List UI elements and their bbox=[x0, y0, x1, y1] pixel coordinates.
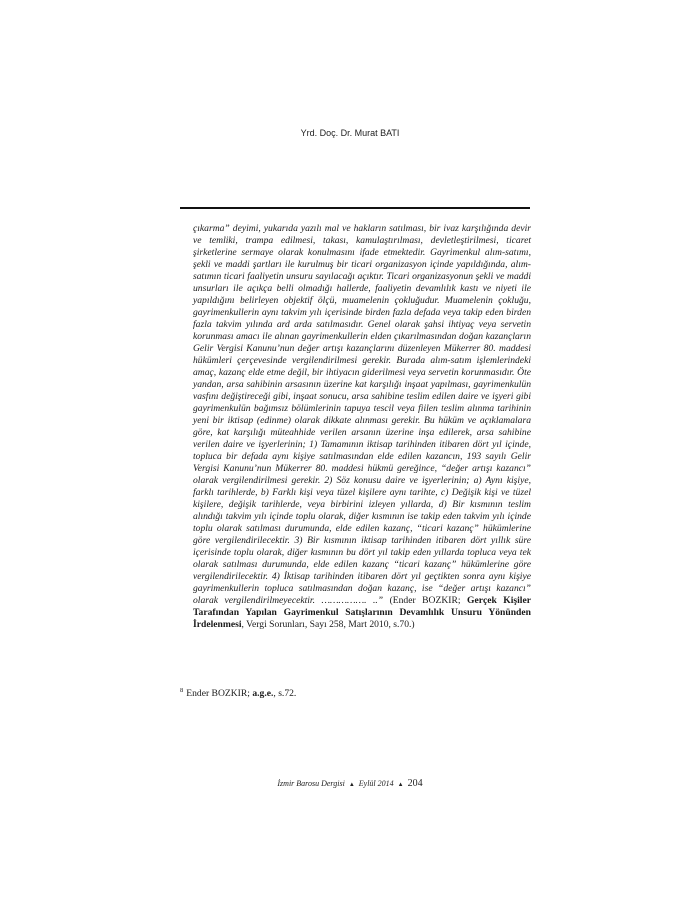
running-header bbox=[0, 128, 700, 138]
footer-date: Eylül 2014 bbox=[358, 779, 394, 788]
footer-journal: İzmir Barosu Dergisi bbox=[277, 779, 345, 788]
footnote-quote-text: çıkarma” deyimi, yukarıda yazılı mal ve hakların satılması, bir ivaz karşılığında devir ve temliki, trampa edilmesi, takası, kamulaştırılması, devletleştirilmesi, ticaret şirketlerine sermaye olarak konulmasını ifade etmektedir. Gayrimenkul alım-satımı, şekli ve maddi şartları ile kurulmuş bir ticari organizasyon içinde yapıldığında, alım-satımın ticari faaliyetin unsuru sayılacağı açıktır. Ticari organizasyonun şekli ve maddi unsurları ile açıkça belli olmadığı hallerde, faaliyetin devamlılık kastı ve niyeti ile yapıldığını belirleyen objektif ölçü, muamelenin çokluğudur. Muamelenin çokluğu, gayrimenkullerin aynı takvim yılı içerisinde birden fazla defada veya takip eden birden fazla takvim yılında ard arda satılmasıdır. Genel olarak şahsi ihtiyaç veya servetin korunması amacı ile alınan gayrimenkullerin elden çıkarılmasından doğan kazançların Gelir Vergisi Kanunu’nun değer artışı kazançlarını düzenleyen Mükerrer 80. maddesi hükümleri çerçevesinde vergilendirilmesi gerekir. Burada alım-satım işlemlerindeki amaç, kazanç elde etme değil, bir ihtiyacın giderilmesi veya servetin korunmasıdır. Öte yandan, arsa sahibinin arsasının üzerine kat karşılığı inşaat yapılması, gayrimenkulün vasfını değiştireceği gibi, inşaat sonucu, arsa sahibine teslim edilen daire ve işyeri gibi gayrimenkulün bağımsız bölümlerinin tapuya tescil veya fiilen teslim alınma tarihinin yeni bir iktisap (edinme) olarak dikkate alınması gerekir. Bu hüküm ve açıklamalara göre, kat karşılığı müteahhide verilen arsanın üzerine inşa edilerek, arsa sahibine verilen daire ve işyerlerinin; 1) Tamamının iktisap tarihinden itibaren dört yıl içinde, topluca bir defada aynı kişiye satılmasından elde edilen kazancın, 193 sayılı Gelir Vergisi Kanunu’nun Mükerrer 80. maddesi hükmü gereğince, “değer artışı kazancı” olarak vergilendirilmesi gerekir. 2) Söz konusu daire ve işyerlerinin; a) Aynı kişiye, farklı tarihlerde, b) Farklı kişi veya tüzel kişilere aynı tarihte, c) Değişik kişi ve tüzel kişilere, değişik tarihlerde, veya birbirini izleyen yıllarda, d) Bir kısmının teslim alındığı takvim yılı içinde toplu olarak, diğer kısmının ise takip eden takvim yılı içinde toplu olarak satılması durumunda, elde edilen kazanç, “ticari kazanç” hükümlerine göre vergilendirilecektir. 3) Bir kısmının iktisap tarihinden itibaren dört yıllık süre içerisinde toplu olarak, diğer kısmının bu dört yıl takip eden yıllarda topluca veya tek olarak satılması durumunda, elde edilen kazanç “ticari kazanç” hükümlerine göre vergilendirilecektir. 4) İktisap tarihinden itibaren dört yıl geçtikten sonra aynı kişiye gayrimenkullerin topluca satılmasından doğan kazanç, ise “değer artışı kazancı” olarak vergilendirilmeyecektir. ……………. ..” bbox=[193, 223, 531, 606]
citation-close: , Vergi Sorunları, Sayı 258, Mart 2010, s.70.) bbox=[241, 619, 415, 630]
citation-title: Gerçek Kişiler Tarafından Yapılan Gayrimenkul Satışlarının Devamlılık Unsuru Yönünden İrdelenmesi bbox=[193, 595, 531, 630]
footnote-continued bbox=[193, 223, 531, 631]
footnote-pages: , s.72. bbox=[273, 688, 297, 699]
header-author: Yrd. Doç. Dr. Murat BATI bbox=[300, 128, 400, 138]
footnote-separator-rule bbox=[180, 207, 530, 209]
triangle-separator-icon: ▲ bbox=[397, 782, 404, 788]
footnote-8 bbox=[180, 685, 530, 700]
page-footer bbox=[0, 778, 700, 789]
triangle-separator-icon: ▲ bbox=[348, 782, 355, 788]
page-number: 204 bbox=[407, 778, 423, 789]
footnote-number: 8 bbox=[180, 687, 184, 694]
footnote-author: Ender BOZKIR; bbox=[186, 688, 253, 699]
citation-open: (Ender BOZKIR; bbox=[383, 595, 467, 606]
footnote-ref: a.g.e. bbox=[252, 688, 274, 699]
